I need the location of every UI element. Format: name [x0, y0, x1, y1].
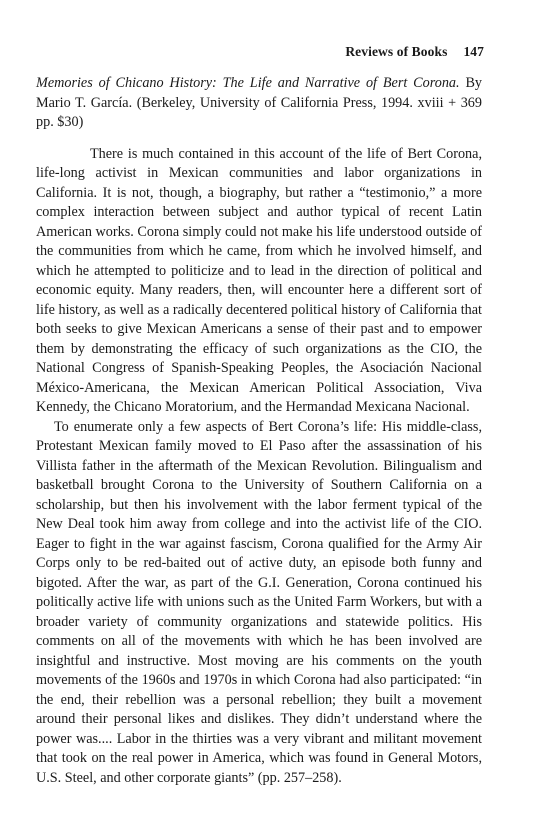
paragraph-1: There is much contained in this account of the life of Bert Corona, life-long activist in Mexican communities and labor organizations in California. It is not, though, a biography, but rather a “testimonio,” a more complex interaction between subject and author typical of recent Latin American works. Corona simply could not make his life understood outside of the communities from which he came, from which he involved himself, and which he attempted to politicize and to lead in the direction of political and economic equity. Many readers, then, will encounter here a different sort of life history, as well as a radically decentered political history of California that both seeks to give Mexican Americans a sense of their past and to empower them by demonstrating the efficacy of such organizations as the CIO, the National Congress of Spanish-Speaking Peoples, the Asociación Nacional México-Americana, the Mexican American Political Association, Viva Kennedy, the Chicano Moratorium, and the Hermandad Mexicana Nacional.	[36, 145, 482, 415]
running-head	[345, 44, 484, 60]
paragraph-2: To enumerate only a few aspects of Bert Corona’s life: His middle-class, Protestant Mexican family moved to El Paso after the assassination of his Villista father in the aftermath of the Mexican Revolution. Bilingualism and basketball brought Corona to the University of Southern California on a scholarship, but then his involvement with the labor ferment typical of the New Deal took him away from college and into the activist life of the CIO. Eager to fight in the war against fascism, Corona qualified for the Army Air Corps only to be red-baited out of active duty, an episode both funny and bigoted. After the war, as part of the G.I. Generation, Corona continued his politically active life with unions such as the United Farm Workers, but with a broader variety of community organizations and statewide politics. His comments on all of the movements with which he has been involved are insightful and instructive. Most moving are his comments on the youth movements of the 1960s and 1970s in which Corona had also participated: “in the end, their rebellion was a personal rebellion; they built a movement around their personal likes and dislikes. They didn’t understand where the power was.... Labor in the thirties was a very vibrant and militant movement that took on the real power in America, which was found in General Motors, U.S. Steel, and other corporate giants” (pp. 257–258).	[36, 418, 482, 786]
review-body	[36, 74, 482, 788]
book-details: By Mario T. García. (Berkeley, University of California Press, 1994. xviii + 369 pp. $30)	[36, 75, 483, 130]
book-citation	[36, 74, 482, 133]
page-number: 147	[463, 44, 484, 59]
book-title: Memories of Chicano History: The Life and Narrative of Bert Corona.	[36, 75, 460, 91]
section-title: Reviews of Books	[345, 44, 448, 59]
